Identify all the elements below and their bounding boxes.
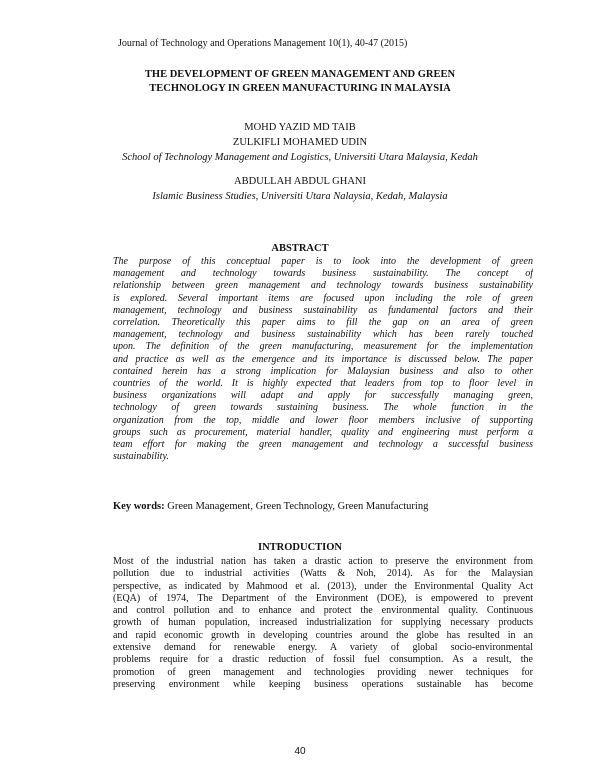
text-line: (EQA) of 1974, The Department of the Environment (DOE), is empowered to prevent — [113, 592, 533, 604]
page-number: 40 — [294, 746, 306, 757]
author-name: ZULKIFLI MOHAMED UDIN — [232, 137, 368, 148]
text-line: management, technology and business sustainability which has been rarely touched — [113, 329, 533, 341]
title-line: THE DEVELOPMENT OF GREEN MANAGEMENT AND GREEN — [144, 69, 456, 80]
text-line: pollution due to industrial activities (Watts & Noh, 2014). As for the Malaysian — [113, 568, 533, 580]
text-line: contained herein has a strong implication for Malaysian business and also to other — [113, 365, 533, 377]
text-line: technology of green towards sustaining business. The whole function in the — [113, 402, 533, 414]
title-line: TECHNOLOGY IN GREEN MANUFACTURING IN MALAYSIA — [149, 83, 451, 94]
text-line: problems require for a drastic reduction of fossil fuel consumption. As a result, the — [113, 654, 533, 666]
text-line: sustainability. — [113, 451, 169, 463]
text-line: and practice as well as the emergence and its importance is discussed below. The paper — [113, 353, 533, 365]
journal-header: Journal of Technology and Operations Management 10(1), 40-47 (2015) — [118, 38, 408, 49]
abstract-body — [113, 256, 533, 463]
abstract-heading: ABSTRACT — [271, 243, 329, 254]
text-line: extensive demand for renewable energy. A variety of global socio-environmental — [113, 642, 533, 654]
text-line: preserving environment while keeping business operations sustainable has become — [113, 678, 533, 690]
keywords — [113, 501, 428, 512]
text-line: and rapid economic growth in developing countries around the globe has resulted in an — [113, 629, 533, 641]
text-line: management, technology and business sustainability as fundamental factors and their — [113, 304, 533, 316]
text-line: perspective, as indicated by Mahmood et al. (2013), under the Environmental Quality Act — [113, 580, 533, 592]
introduction-heading: INTRODUCTION — [257, 542, 342, 553]
text-line: business organizations will adapt and apply for successfully managing green, — [113, 390, 533, 402]
author-affiliation: School of Technology Management and Logistics, Universiti Utara Malaysia, Kedah — [122, 152, 478, 163]
keywords-label: Key words: — [113, 501, 165, 512]
introduction-body — [113, 556, 533, 691]
author-name: ABDULLAH ABDUL GHANI — [233, 176, 367, 187]
paper-title — [60, 68, 540, 96]
author-block — [60, 120, 540, 204]
author-name: MOHD YAZID MD TAIB — [244, 122, 356, 133]
text-line: upon. The definition of the green manufacturing, measurement for the implementation — [113, 341, 533, 353]
text-line: is explored. Several important items are focused upon including the role of green — [113, 292, 533, 304]
text-line: growth of human population, increased industrialization for supplying necessary products — [113, 617, 533, 629]
text-line: Most of the industrial nation has taken a drastic action to preserve the environment from — [113, 556, 533, 567]
text-line: organization from the top, middle and lower floor members inclusive of supporting — [113, 414, 533, 426]
text-line: team effort for making the green management and technology a successful business — [113, 439, 533, 451]
text-line: promotion of green management and technologies providing newer techniques for — [113, 666, 533, 678]
text-line: correlation. Theoretically this paper aims to fill the gap on an area of green — [113, 317, 533, 329]
text-line: management and technology towards business sustainability. The concept of — [113, 268, 533, 280]
text-line: relationship between green management and technology towards business sustainability — [113, 280, 533, 292]
author-affiliation: Islamic Business Studies, Universiti Utara Nalaysia, Kedah, Malaysia — [152, 191, 448, 202]
text-line: and control pollution and to enhance and protect the environmental quality. Continuous — [113, 605, 533, 617]
text-line: groups such as procurement, material handler, quality and engineering must perform a — [113, 426, 533, 438]
text-line: countries of the world. It is highly expected that leaders from top to floor level in — [113, 378, 533, 390]
keywords-value: Green Management, Green Technology, Green Manufacturing — [167, 501, 429, 512]
text-line: The purpose of this conceptual paper is to look into the development of green — [113, 256, 533, 267]
